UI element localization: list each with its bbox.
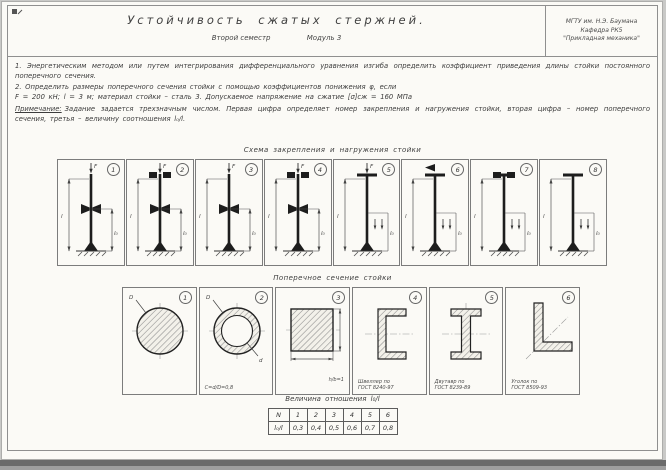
drawing-sheet [1,1,663,460]
ratio-cell: 1 [289,409,307,422]
section-note-line1: Двутавр по [434,379,465,385]
section-cell-1 [122,287,197,395]
scheme-number-badge: 5 [382,163,395,176]
svg-text:l₀: l₀ [320,231,325,237]
svg-text:l₀: l₀ [114,231,118,237]
section-note-line1: Швеллер по [357,379,390,385]
section-number-badge: 3 [332,291,345,304]
org-university: МГТУ им. Н.Э. Баумана [565,18,638,26]
svg-text:l₀: l₀ [527,231,531,237]
ratio-cell: 0,4 [307,422,325,435]
section-note-line2: ГОСТ 8240-97 [357,385,394,391]
svg-text:l: l [198,214,201,220]
scheme-number-badge: 7 [520,163,533,176]
svg-text:D: D [205,295,210,301]
svg-text:l: l [129,214,132,220]
section-note: h/b=1 [328,377,344,383]
scheme-cell-7 [470,159,538,266]
scheme-cell-4 [264,159,332,266]
column-scheme-8-icon [540,161,606,264]
task-item-2-line2: F = 200 кН; l = 3 м; материал стойки – сталь 3. Допускаемое напряжение на сжатие [σ]сж = 160 МПа [15,92,413,101]
ratio-cell: l₀/l [268,422,289,435]
org-department: Кафедра РК5 [580,26,623,34]
svg-text:l: l [543,214,545,220]
drawing-frame [7,5,658,451]
svg-text:l: l [474,214,476,220]
scheme-number-badge: 2 [176,163,189,176]
sections-heading: Поперечное сечение стойки [273,274,392,282]
sections-grid [122,287,580,395]
section-cell-4 [352,287,427,395]
schemes-heading: Схема закрепления и нагружения стойки [243,146,422,154]
note-text: Задание задается трехзначным числом. Первая цифра определяет номер закрепления и нагружения стойки, вторая цифра – номер поперечного сечения, третья – величину соотношения l₀/l. [15,105,650,123]
section-note: C=d/D=0,8 [204,385,234,391]
column-scheme-2-icon [127,161,193,264]
section-number-badge: 1 [179,291,192,304]
task-item-2-line1: 2. Определить размеры поперечного сечения стойки с помощью коэффициентов понижения φ, если [15,83,397,91]
section-note-line2: ГОСТ 8509-93 [511,385,548,391]
svg-text:l: l [405,214,407,220]
ratio-table-values-row [268,422,397,435]
page-bottom-edge [0,466,666,470]
ratio-cell: 0,3 [289,422,307,435]
svg-text:F: F [94,164,98,170]
ratio-cell: N [268,409,289,422]
ratio-table [268,408,398,435]
section-number-badge: 4 [409,291,422,304]
section-number-badge: 5 [485,291,498,304]
section-cell-2 [199,287,274,395]
ratio-cell: 4 [343,409,361,422]
ratio-block [8,395,657,435]
scheme-number-badge: 4 [314,163,327,176]
header-band [8,6,657,57]
svg-text:l₀: l₀ [251,231,256,237]
task-item-1: 1. Энергетическим методом или путем интегрирования дифференциального уравнения изгиба определить коэффициент приведения длины стойки постоянного поперечного сечения. [15,62,650,80]
scheme-cell-5 [333,159,401,266]
svg-text:F: F [300,164,304,170]
ratio-cell: 2 [307,409,325,422]
svg-text:F: F [231,164,235,170]
title-block [8,13,545,42]
scheme-number-badge: 3 [245,163,258,176]
scheme-cell-2 [126,159,194,266]
task-text-block [15,62,650,126]
svg-text:D: D [129,295,134,301]
column-scheme-3-icon [196,161,262,264]
page-title: Устойчивость сжатых стержней. [127,13,426,27]
ratio-cell: 0,8 [379,422,397,435]
svg-text:l: l [336,214,339,220]
ratio-cell: 5 [361,409,379,422]
scheme-number-badge: 1 [107,163,120,176]
page-subtitle [8,34,545,42]
svg-text:F: F [369,164,373,170]
ratio-cell: 0,6 [343,422,361,435]
task-note [15,105,650,124]
scheme-cell-8 [539,159,607,266]
column-scheme-5-icon [334,161,400,264]
ratio-table-header-row [268,409,397,422]
scheme-cell-3 [195,159,263,266]
scheme-number-badge: 6 [451,163,464,176]
section-note-line1: Уголок по [511,379,538,385]
column-scheme-4-icon [265,161,331,264]
section-number-badge: 2 [255,291,268,304]
org-title-block [545,6,657,56]
column-scheme-6-icon [402,161,468,264]
ratio-cell: 0,7 [361,422,379,435]
ratio-heading: Величина отношения l₀/l [285,395,380,403]
svg-text:l: l [267,214,270,220]
ratio-cell: 0,5 [325,422,343,435]
column-scheme-1-icon [58,161,124,264]
section-cell-6 [505,287,580,395]
svg-text:l: l [61,214,63,220]
svg-text:l₀: l₀ [458,231,463,237]
scheme-cell-6 [401,159,469,266]
section-number-badge: 6 [562,291,575,304]
svg-text:l₀: l₀ [596,231,600,237]
ratio-cell: 6 [379,409,397,422]
svg-text:F: F [162,164,167,170]
svg-text:d: d [258,358,263,364]
scheme-number-badge: 8 [589,163,602,176]
module-label: Модуль 3 [306,34,342,42]
section-note-line2: ГОСТ 8239-89 [434,385,471,391]
note-label: Примечание: [15,105,62,113]
schemes-grid [57,159,607,266]
semester-label: Второй семестр [211,34,271,42]
section-cell-3 [275,287,350,395]
column-scheme-7-icon [471,161,537,264]
svg-text:l₀: l₀ [389,231,394,237]
org-subject: "Прикладная механика" [563,35,640,43]
svg-text:l₀: l₀ [182,231,187,237]
section-cell-5 [429,287,504,395]
ratio-cell: 3 [325,409,343,422]
scheme-cell-1 [57,159,125,266]
